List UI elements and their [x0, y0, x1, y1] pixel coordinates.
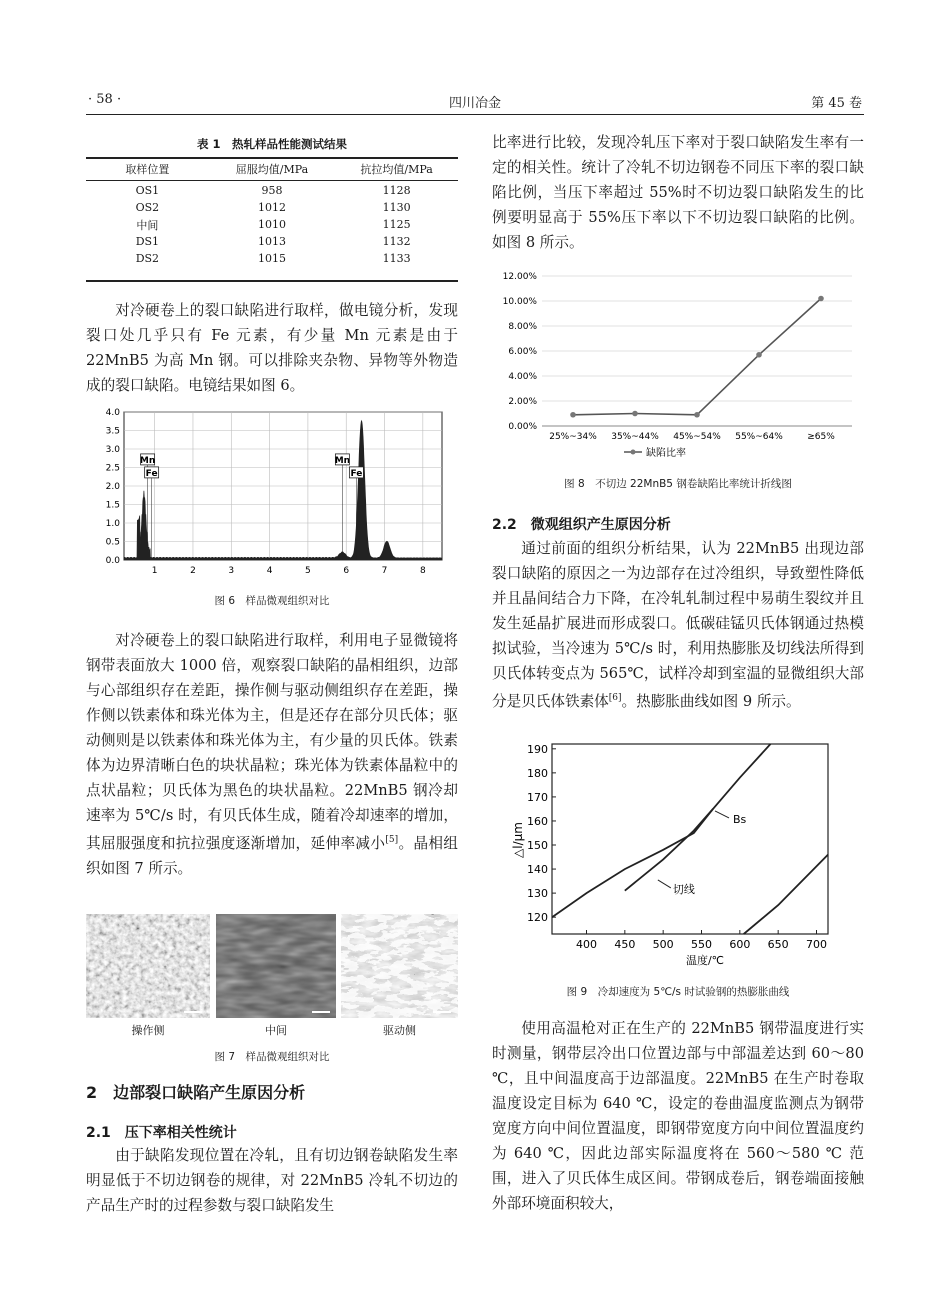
y-tick-label: 4.00%: [508, 372, 537, 382]
tangent-label: 切线: [672, 882, 695, 896]
table-bottom-rule: [86, 280, 458, 282]
table-header-cell: 抗拉均值/MPa: [360, 162, 433, 176]
x-axis-label: 温度/℃: [685, 954, 725, 967]
y-tick-label: 2.00%: [508, 397, 537, 407]
x-tick-label: 45%~54%: [673, 432, 721, 442]
y-tick-label: 160: [527, 814, 548, 828]
fig6-caption: 图 6 样品微观组织对比: [214, 595, 330, 607]
x-tick-label: 550: [691, 938, 712, 951]
x-tick-label: 6: [343, 566, 350, 576]
micrograph-label: 驱动侧: [383, 1024, 416, 1037]
table-row: [86, 233, 458, 250]
micrograph-middle: [216, 914, 336, 1018]
table-cell: 1133: [382, 252, 411, 265]
micrograph-operator-side: [86, 914, 210, 1018]
paragraph-text: 对冷硬卷上的裂口缺陷进行取样，利用电子显微镜将钢带表面放大 1000 倍，观察裂口缺陷的晶相组织，边部与心部组织存在差距，操作侧与驱动侧组织存在差距，操作侧以铁素体和珠光体为主，但是还存在部分贝氏体；驱动侧则是以铁素体和珠光体为主，有少量的贝氏体。铁素体为边界清晰白色的块状晶粒；珠光体为铁素体晶粒中的点状晶粒；贝氏体为黑色的块状晶粒。22MnB5 钢冷却速率为 5℃/s 时，有贝氏体生成，随着冷却速率的增加，其屈服强度和抗拉强度逐渐增加，延伸率减小: [86, 632, 458, 852]
y-tick-label: 3.5: [105, 426, 120, 437]
table-cell: 1012: [257, 201, 286, 214]
y-tick-label: 3.0: [105, 445, 120, 455]
table-cell: 1132: [382, 235, 411, 248]
table-cell: 1015: [257, 252, 286, 265]
fig8-caption: 图 8 不切边 22MnB5 钢卷缺陷比率统计折线图: [564, 478, 792, 490]
x-tick-label: 25%~34%: [549, 432, 597, 442]
y-tick-label: 0.00%: [508, 422, 537, 432]
data-point: [756, 352, 762, 358]
x-tick-label: 700: [806, 938, 827, 951]
page-number: · 58 ·: [88, 92, 122, 107]
section-2-heading: 2 边部裂口缺陷产生原因分析: [86, 1083, 306, 1102]
defect-rate-line: [573, 299, 821, 415]
citation-ref: [6]: [608, 693, 622, 703]
x-tick-label: 500: [652, 938, 674, 951]
x-tick-label: 400: [576, 938, 597, 951]
y-tick-label: 1.5: [105, 500, 120, 511]
micrograph-drive-side: [341, 914, 458, 1018]
fig8-line-chart: [492, 266, 864, 466]
table1: [86, 160, 458, 267]
table-header-cell: 屈服均值/MPa: [235, 162, 309, 176]
y-tick-label: 1.0: [105, 519, 120, 529]
y-tick-label: 190: [527, 742, 548, 756]
y-tick-label: 6.00%: [508, 347, 537, 357]
paragraph-microstructure: [86, 628, 458, 881]
table-cell: 958: [261, 184, 283, 197]
micrograph-label: 中间: [265, 1024, 287, 1037]
table-row: [86, 250, 458, 267]
table-top-rule: [86, 157, 458, 159]
legend-marker: [631, 450, 636, 455]
table-cell: OS1: [135, 184, 160, 197]
peak-label-text: Fe: [350, 468, 363, 479]
journal-name: 四川冶金: [448, 96, 501, 111]
table-header-row: [86, 160, 458, 177]
micrograph-image: [86, 914, 210, 1018]
section-2-1-heading: 2.1 压下率相关性统计: [86, 1125, 237, 1141]
x-tick-label: 55%~64%: [735, 432, 783, 442]
y-tick-label: 8.00%: [508, 322, 537, 332]
x-tick-label: 5: [305, 566, 311, 576]
x-tick-label: 7: [381, 566, 388, 576]
peak-label-text: Mn: [139, 455, 156, 466]
x-tick-label: 3: [228, 566, 235, 576]
y-tick-label: 130: [527, 887, 548, 901]
fig6-spectrum-chart: [86, 406, 458, 584]
y-tick-label: 0.5: [105, 537, 120, 548]
paragraph-sem-analysis: 对冷硬卷上的裂口缺陷进行取样，做电镜分析，发现裂口处几乎只有 Fe 元素，有少量 Mn 元素是由于 22MnB5 为高 Mn 钢。可以排除夹杂物、异物等外物造成的裂口缺陷。电镜结果如图 6。: [86, 302, 458, 394]
table-cell: OS2: [135, 201, 160, 214]
x-tick-label: ≥65%: [807, 432, 835, 442]
y-tick-label: 12.00%: [502, 272, 537, 282]
y-tick-label: 180: [527, 766, 548, 780]
paragraph-reduction-continued: 比率进行比较，发现冷轧压下率对于裂口缺陷发生率有一定的相关性。统计了冷轧不切边钢卷不同压下率的裂口缺陷比例，当压下率超过 55%时不切边裂口缺陷发生的比例要明显高于 55%压下率以下不切边裂口缺陷的比例。如图 8 所示。: [492, 134, 864, 251]
y-tick-label: 140: [527, 863, 548, 877]
section-2-2-heading: 2.2 微观组织产生原因分析: [492, 517, 671, 533]
table-row: [86, 216, 458, 233]
micrograph-label: 操作侧: [131, 1024, 165, 1037]
x-tick-label: 1: [151, 566, 158, 576]
x-tick-label: 8: [419, 566, 426, 576]
peak-label-text: Mn: [334, 455, 351, 466]
paragraph-text: 。晶相组织如图 7 所示。: [86, 834, 458, 877]
paragraph-reduction-rate: 由于缺陷发现位置在冷轧，且有切边钢卷缺陷发生率明显低于不切边钢卷的规律，对 22MnB5 冷轧不切边的产品生产时的过程参数与裂口缺陷发生: [86, 1147, 458, 1214]
paragraph-text: 通过前面的组织分析结果，认为 22MnB5 出现边部裂口缺陷的原因之一为边部存在过冷组织，导致塑性降低并且晶间结合力下降，在冷轧轧制过程中易萌生裂纹并且发生延晶扩展进而形成裂口。低碳硅锰贝氏体钢通过热模拟试验，当冷速为 5℃/s 时，利用热膨胀及切线法所得到贝氏体转变点为 565℃，试样冷却到室温的显微组织大部分是贝氏体铁素体: [492, 540, 864, 710]
y-tick-label: 4.0: [105, 408, 120, 418]
table-cell: DS1: [135, 235, 160, 248]
x-tick-label: 4: [266, 566, 273, 576]
table-cell: 1125: [382, 218, 411, 231]
table-cell: DS2: [135, 252, 160, 265]
x-tick-label: 2: [190, 566, 196, 576]
y-tick-label: 120: [527, 911, 548, 925]
legend-label: 缺陷比率: [646, 448, 686, 459]
y-tick-label: 10.00%: [502, 297, 537, 307]
data-point: [818, 296, 824, 302]
peak-label-text: Fe: [145, 468, 158, 479]
citation-ref: [5]: [385, 835, 399, 845]
data-point: [632, 411, 638, 417]
bs-label: Bs: [733, 812, 747, 826]
paragraph-temperature-measurement: 使用高温枪对正在生产的 22MnB5 钢带温度进行实时测量，钢带层冷出口位置边部与中部温差达到 60～80 ℃，且中间温度高于边部温度。22MnB5 在生产时卷取温度设定目标为 640 ℃，设定的卷曲温度监测点为钢带宽度方向中间位置温度，即钢带宽度方向中间位置温度约为 640 ℃，因此边部实际温度将在 560～580 ℃ 范围，进入了贝氏体生成区间。带钢成卷后，钢卷端面接触外部环境面积较大，: [492, 1020, 864, 1212]
table-cell: 1010: [257, 218, 286, 231]
y-tick-label: 2.0: [105, 482, 120, 492]
fig9-dilatometry-chart: [492, 740, 864, 972]
header-rule: [86, 114, 864, 115]
x-tick-label: 600: [729, 938, 751, 951]
fig9-caption: 图 9 冷却速度为 5℃/s 时试验钢的热膨胀曲线: [566, 986, 790, 998]
table-cell: 1128: [382, 184, 411, 197]
y-tick-label: 170: [527, 790, 548, 804]
micrograph-image: [341, 914, 458, 1018]
table-cell: 1013: [257, 235, 286, 248]
y-tick-label: 150: [527, 839, 548, 853]
volume-number: 第 45 卷: [811, 96, 862, 111]
table-row: [86, 199, 458, 216]
data-point: [694, 412, 700, 418]
x-tick-label: 650: [767, 938, 789, 951]
y-tick-label: 2.5: [105, 463, 120, 474]
x-tick-label: 35%~44%: [611, 432, 659, 442]
paragraph-text: 。热膨胀曲线如图 9 所示。: [621, 692, 801, 710]
table-header-cell: 取样位置: [125, 162, 170, 176]
micrograph-image: [216, 914, 336, 1018]
table-cell: 1130: [382, 201, 411, 214]
y-tick-label: 0.0: [105, 556, 120, 566]
plot-frame: [552, 744, 828, 934]
data-point: [570, 412, 576, 418]
x-tick-label: 450: [614, 938, 636, 951]
table-row: [86, 182, 458, 199]
fig7-caption: 图 7 样品微观组织对比: [214, 1051, 330, 1063]
y-axis-label: △l/μm: [511, 822, 525, 858]
table1-title: 表 1 热轧样品性能测试结果: [196, 137, 347, 151]
table-cell: 中间: [136, 218, 159, 232]
paragraph-cause-analysis: [492, 536, 864, 714]
